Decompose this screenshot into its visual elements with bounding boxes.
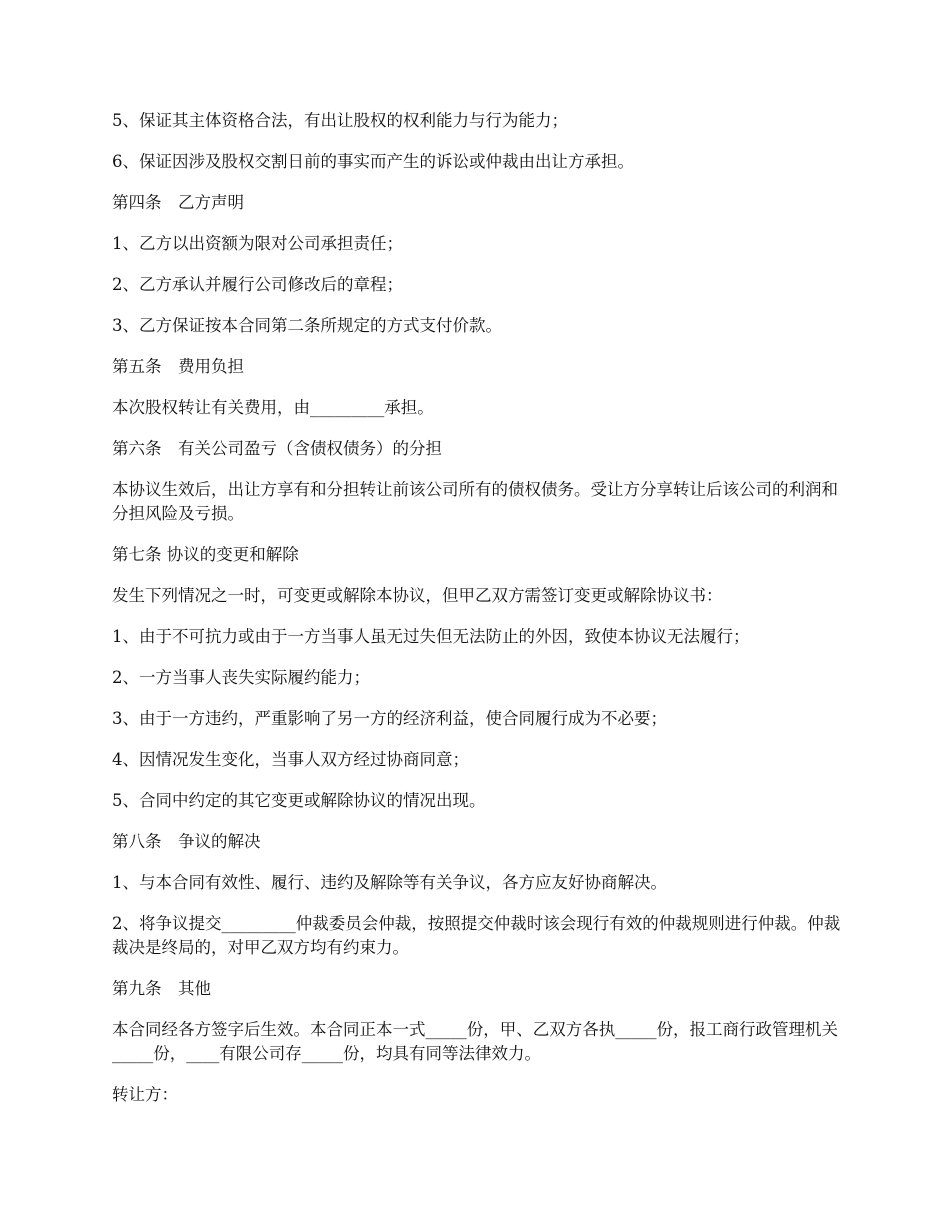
clause-para-13: 5、合同中约定的其它变更或解除协议的情况出现。	[112, 791, 486, 810]
clause-para-16: 本合同经各方签字后生效。本合同正本一式_____份，甲、乙双方各执_____份，报工商行政管理机关_____份，____有限公司存_____份，均具有同等法律效力。	[112, 1020, 838, 1063]
clause-para-9: 1、由于不可抗力或由于一方当事人虽无过失但无法防止的外因，致使本协议无法履行；	[112, 627, 750, 646]
clause-para-1: 5、保证其主体资格合法，有出让股权的权利能力与行为能力；	[112, 111, 568, 130]
clause-para-2: 6、保证因涉及股权交割日前的事实而产生的诉讼或仲裁由出让方承担。	[112, 152, 634, 171]
section-heading-4: 第四条 乙方声明	[112, 193, 244, 212]
clause-para-6: 本次股权转让有关费用，由_________承担。	[112, 398, 434, 417]
section-heading-7: 第七条 协议的变更和解除	[112, 545, 299, 564]
section-heading-5: 第五条 费用负担	[112, 357, 244, 376]
clause-para-10: 2、一方当事人丧失实际履约能力；	[112, 668, 370, 687]
clause-para-3: 1、乙方以出资额为限对公司承担责任；	[112, 234, 403, 253]
document-page	[112, 109, 844, 1124]
section-heading-8: 第八条 争议的解决	[112, 832, 261, 851]
clause-para-11: 3、由于一方违约，严重影响了另一方的经济利益，使合同履行成为不必要；	[112, 709, 667, 728]
clause-para-15: 2、将争议提交_________仲裁委员会仲裁，按照提交仲裁时该会现行有效的仲裁规则进行仲裁。仲裁裁决是终局的，对甲乙双方均有约束力。	[112, 914, 841, 957]
clause-para-8: 发生下列情况之一时，可变更或解除本协议，但甲乙双方需签订变更或解除协议书：	[112, 586, 723, 605]
clause-para-5: 3、乙方保证按本合同第二条所规定的方式支付价款。	[112, 316, 502, 335]
section-heading-6: 第六条 有关公司盈亏（含债权债务）的分担	[112, 439, 442, 458]
signature-label-transferor: 转让方：	[112, 1085, 178, 1104]
clause-para-4: 2、乙方承认并履行公司修改后的章程；	[112, 275, 403, 294]
section-heading-9: 第九条 其他	[112, 979, 211, 998]
clause-para-7: 本协议生效后，出让方享有和分担转让前该公司所有的债权债务。受让方分享转让后该公司的利润和分担风险及亏损。	[112, 480, 838, 523]
clause-para-12: 4、因情况发生变化，当事人双方经过协商同意；	[112, 750, 469, 769]
clause-para-14: 1、与本合同有效性、履行、违约及解除等有关争议，各方应友好协商解决。	[112, 873, 667, 892]
